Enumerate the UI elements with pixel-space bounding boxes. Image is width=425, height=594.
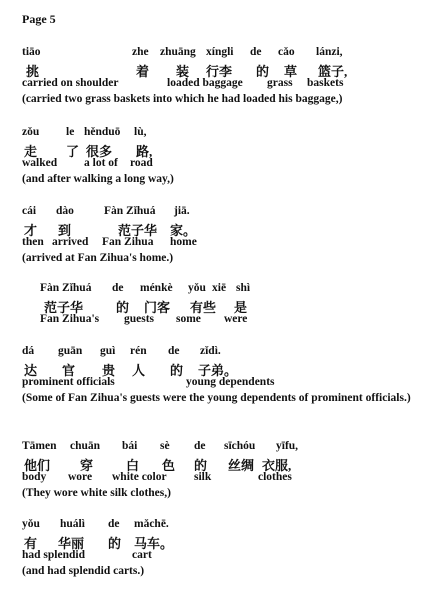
hanzi-line bbox=[22, 61, 422, 77]
gloss-word: silk bbox=[194, 471, 212, 483]
hanzi-word: 色 bbox=[162, 458, 176, 473]
pinyin-word: guì bbox=[100, 345, 116, 357]
pinyin-word: cǎo bbox=[278, 46, 295, 58]
hanzi-line bbox=[22, 220, 422, 236]
text-block-2 bbox=[22, 126, 422, 187]
gloss-line bbox=[22, 376, 422, 391]
gloss-word: young dependents bbox=[186, 376, 275, 388]
hanzi-line bbox=[40, 297, 425, 313]
gloss-word: carried on shoulder bbox=[22, 77, 119, 89]
hanzi-word: 装 bbox=[176, 64, 190, 79]
pinyin-word: sè bbox=[160, 440, 170, 452]
pinyin-word: hěnduō bbox=[84, 126, 121, 138]
gloss-word: a lot of bbox=[84, 157, 118, 169]
translation-line: (Some of Fan Zihua's guests were the young dependents of prominent officials.) bbox=[22, 392, 411, 404]
pinyin-line bbox=[22, 518, 422, 533]
hanzi-word: 丝绸 bbox=[228, 458, 255, 473]
hanzi-word: 有些 bbox=[190, 300, 217, 315]
pinyin-word: zhe bbox=[132, 46, 149, 58]
gloss-word: loaded baggage bbox=[167, 77, 243, 89]
pinyin-line bbox=[40, 282, 425, 297]
hanzi-word: 篮子, bbox=[318, 64, 348, 79]
pinyin-word: de bbox=[250, 46, 262, 58]
pinyin-word: mǎchē. bbox=[134, 518, 169, 530]
pinyin-word: guān bbox=[58, 345, 83, 357]
pinyin-word: cái bbox=[22, 205, 37, 217]
pinyin-line bbox=[22, 345, 422, 360]
pinyin-line bbox=[22, 440, 422, 455]
gloss-line bbox=[22, 157, 422, 172]
gloss-word: body bbox=[22, 471, 47, 483]
gloss-line bbox=[22, 77, 422, 92]
pinyin-word: de bbox=[112, 282, 124, 294]
pinyin-word: shì bbox=[236, 282, 251, 294]
hanzi-word: 范子华 bbox=[44, 300, 84, 315]
gloss-word: were bbox=[224, 313, 248, 325]
pinyin-word: de bbox=[168, 345, 180, 357]
pinyin-word: xíngli bbox=[206, 46, 234, 58]
hanzi-word: 人 bbox=[132, 363, 146, 378]
gloss-word: guests bbox=[124, 313, 155, 325]
hanzi-word: 的 bbox=[116, 300, 130, 315]
hanzi-word: 有 bbox=[24, 536, 38, 551]
pinyin-line bbox=[22, 205, 422, 220]
hanzi-word: 到 bbox=[58, 223, 72, 238]
pinyin-word: huálì bbox=[60, 518, 85, 530]
hanzi-word: 挑 bbox=[26, 64, 40, 79]
text-block-1 bbox=[22, 46, 422, 107]
pinyin-word: de bbox=[108, 518, 120, 530]
hanzi-line bbox=[22, 455, 422, 471]
hanzi-word: 贵 bbox=[102, 363, 116, 378]
gloss-word: wore bbox=[68, 471, 93, 483]
gloss-word: arrived bbox=[52, 236, 89, 248]
translation-line: (carried two grass baskets into which he had loaded his baggage,) bbox=[22, 93, 343, 105]
pinyin-word: Fàn Zǐhuá bbox=[104, 205, 156, 217]
gloss-word: Fan Zihua bbox=[102, 236, 154, 248]
translation-line: (and had splendid carts.) bbox=[22, 565, 145, 577]
pinyin-word: chuān bbox=[70, 440, 101, 452]
hanzi-word: 着 bbox=[136, 64, 150, 79]
hanzi-word: 马车。 bbox=[134, 536, 174, 551]
pinyin-word: zhuāng bbox=[160, 46, 196, 58]
gloss-word: road bbox=[130, 157, 153, 169]
hanzi-word: 他们 bbox=[24, 458, 51, 473]
hanzi-word: 达 bbox=[24, 363, 38, 378]
text-block-3 bbox=[22, 205, 422, 266]
gloss-word: clothes bbox=[258, 471, 292, 483]
hanzi-word: 穿 bbox=[80, 458, 94, 473]
pinyin-word: rén bbox=[130, 345, 147, 357]
hanzi-line bbox=[22, 360, 422, 376]
pinyin-word: de bbox=[194, 440, 206, 452]
gloss-word: some bbox=[176, 313, 201, 325]
pinyin-word: zǒu bbox=[22, 126, 40, 138]
pinyin-word: dào bbox=[56, 205, 74, 217]
hanzi-line bbox=[22, 533, 422, 549]
page-title: Page 5 bbox=[22, 12, 56, 26]
gloss-word: white color bbox=[112, 471, 167, 483]
pinyin-line bbox=[22, 126, 422, 141]
gloss-line bbox=[22, 236, 422, 251]
pinyin-line bbox=[22, 46, 422, 61]
gloss-word: prominent officials bbox=[22, 376, 115, 388]
gloss-word: cart bbox=[132, 549, 152, 561]
gloss-word: had splendid bbox=[22, 549, 85, 561]
gloss-word: grass bbox=[267, 77, 293, 89]
pinyin-word: bái bbox=[122, 440, 138, 452]
hanzi-word: 门客 bbox=[144, 300, 171, 315]
hanzi-word: 家。 bbox=[170, 223, 197, 238]
translation-line: (and after walking a long way,) bbox=[22, 173, 174, 185]
hanzi-word: 了 bbox=[66, 144, 80, 159]
gloss-word: Fan Zihua's bbox=[40, 313, 100, 325]
hanzi-word: 子弟。 bbox=[198, 363, 238, 378]
hanzi-word: 华丽 bbox=[58, 536, 85, 551]
hanzi-word: 白 bbox=[126, 458, 140, 473]
pinyin-word: jiā. bbox=[174, 205, 190, 217]
translation-line: (They wore white silk clothes,) bbox=[22, 487, 171, 499]
translation-line: (arrived at Fan Zihua's home.) bbox=[22, 252, 174, 264]
pinyin-word: dá bbox=[22, 345, 35, 357]
hanzi-word: 才 bbox=[24, 223, 38, 238]
hanzi-word: 走 bbox=[24, 144, 38, 159]
pinyin-word: yǒu bbox=[188, 282, 206, 294]
hanzi-word: 是 bbox=[234, 300, 248, 315]
gloss-line bbox=[22, 549, 422, 564]
text-block-7 bbox=[22, 518, 422, 579]
gloss-line bbox=[22, 471, 422, 486]
text-block-6 bbox=[22, 440, 422, 501]
pinyin-word: tiāo bbox=[22, 46, 41, 58]
gloss-word: home bbox=[170, 236, 197, 248]
gloss-line bbox=[40, 313, 425, 328]
gloss-word: walked bbox=[22, 157, 58, 169]
hanzi-word: 的 bbox=[108, 536, 122, 551]
gloss-word: then bbox=[22, 236, 44, 248]
pinyin-word: lánzi, bbox=[316, 46, 343, 58]
hanzi-line bbox=[22, 141, 422, 157]
text-block-5 bbox=[22, 345, 422, 421]
hanzi-word: 官 bbox=[62, 363, 76, 378]
hanzi-word: 的 bbox=[170, 363, 184, 378]
pinyin-word: Tāmen bbox=[22, 440, 57, 452]
pinyin-word: lù, bbox=[134, 126, 147, 138]
hanzi-word: 的 bbox=[256, 64, 270, 79]
hanzi-word: 范子华 bbox=[118, 223, 158, 238]
pinyin-word: Fàn Zǐhuá bbox=[40, 282, 92, 294]
pinyin-word: zǐdì. bbox=[200, 345, 221, 357]
hanzi-word: 路, bbox=[136, 144, 153, 159]
hanzi-word: 衣服, bbox=[262, 458, 292, 473]
pinyin-word: le bbox=[66, 126, 75, 138]
pinyin-word: yīfu, bbox=[276, 440, 299, 452]
text-block-4 bbox=[40, 282, 425, 328]
hanzi-word: 草 bbox=[284, 64, 298, 79]
pinyin-word: xiē bbox=[212, 282, 227, 294]
hanzi-word: 很多 bbox=[86, 144, 113, 159]
pinyin-word: yǒu bbox=[22, 518, 40, 530]
gloss-word: baskets bbox=[307, 77, 344, 89]
hanzi-word: 行李 bbox=[206, 64, 233, 79]
pinyin-word: sīchóu bbox=[224, 440, 256, 452]
hanzi-word: 的 bbox=[194, 458, 208, 473]
pinyin-word: ménkè bbox=[140, 282, 173, 294]
